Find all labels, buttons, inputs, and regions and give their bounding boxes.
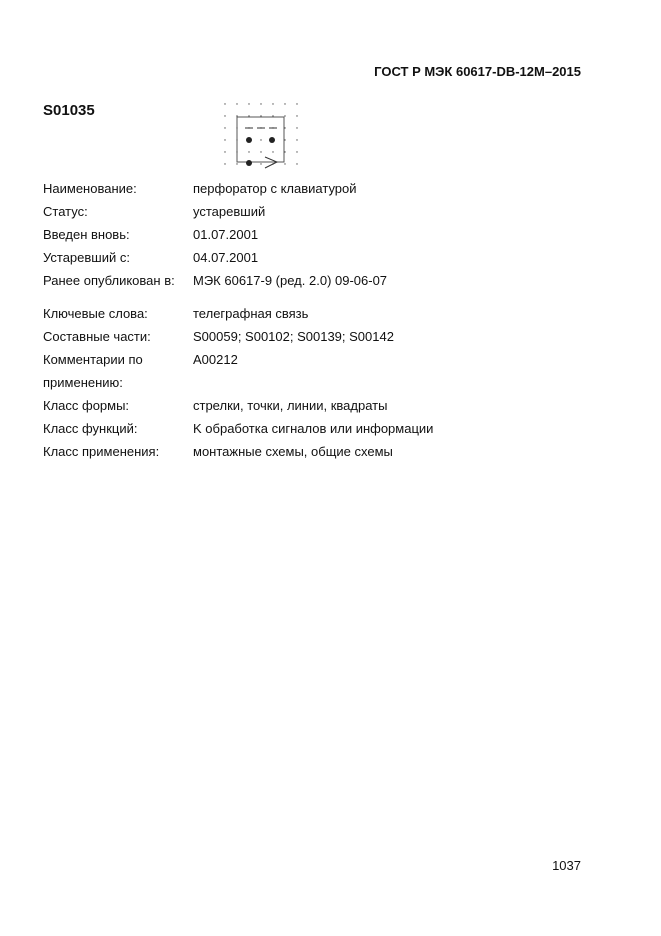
field-label: Составные части: bbox=[43, 329, 151, 344]
field-value: A00212 bbox=[193, 352, 238, 367]
symbol-code: S01035 bbox=[43, 102, 95, 119]
standard-header: ГОСТ Р МЭК 60617-DB-12M–2015 bbox=[374, 64, 581, 79]
field-label: Ключевые слова: bbox=[43, 306, 148, 321]
field-label: Наименование: bbox=[43, 181, 137, 196]
field-label: Класс функций: bbox=[43, 421, 138, 436]
field-value: телеграфная связь bbox=[193, 306, 309, 321]
field-value: МЭК 60617-9 (ред. 2.0) 09-06-07 bbox=[193, 273, 388, 288]
field-label: Устаревший с: bbox=[43, 250, 130, 265]
field-label: Статус: bbox=[43, 204, 88, 219]
page-number: 1037 bbox=[552, 858, 581, 873]
field-label: Класс формы: bbox=[43, 398, 130, 413]
field-value: монтажные схемы, общие схемы bbox=[193, 444, 393, 459]
field-label: Класс применения: bbox=[43, 444, 160, 459]
field-value: S00059; S00102; S00139; S00142 bbox=[193, 329, 394, 344]
field-label: Введен вновь: bbox=[43, 227, 130, 242]
field-label: применению: bbox=[43, 375, 123, 390]
field-value: 01.07.2001 bbox=[193, 227, 259, 242]
field-value: K обработка сигналов или информации bbox=[193, 421, 434, 436]
field-label: Ранее опубликован в: bbox=[43, 273, 175, 288]
field-value: перфоратор с клавиатурой bbox=[193, 181, 357, 196]
keyboard-perforator-symbol-icon bbox=[215, 95, 310, 175]
field-value: стрелки, точки, линии, квадраты bbox=[193, 398, 388, 413]
field-value: устаревший bbox=[193, 204, 266, 219]
field-value: 04.07.2001 bbox=[193, 250, 259, 265]
field-label: Комментарии по bbox=[43, 352, 143, 367]
